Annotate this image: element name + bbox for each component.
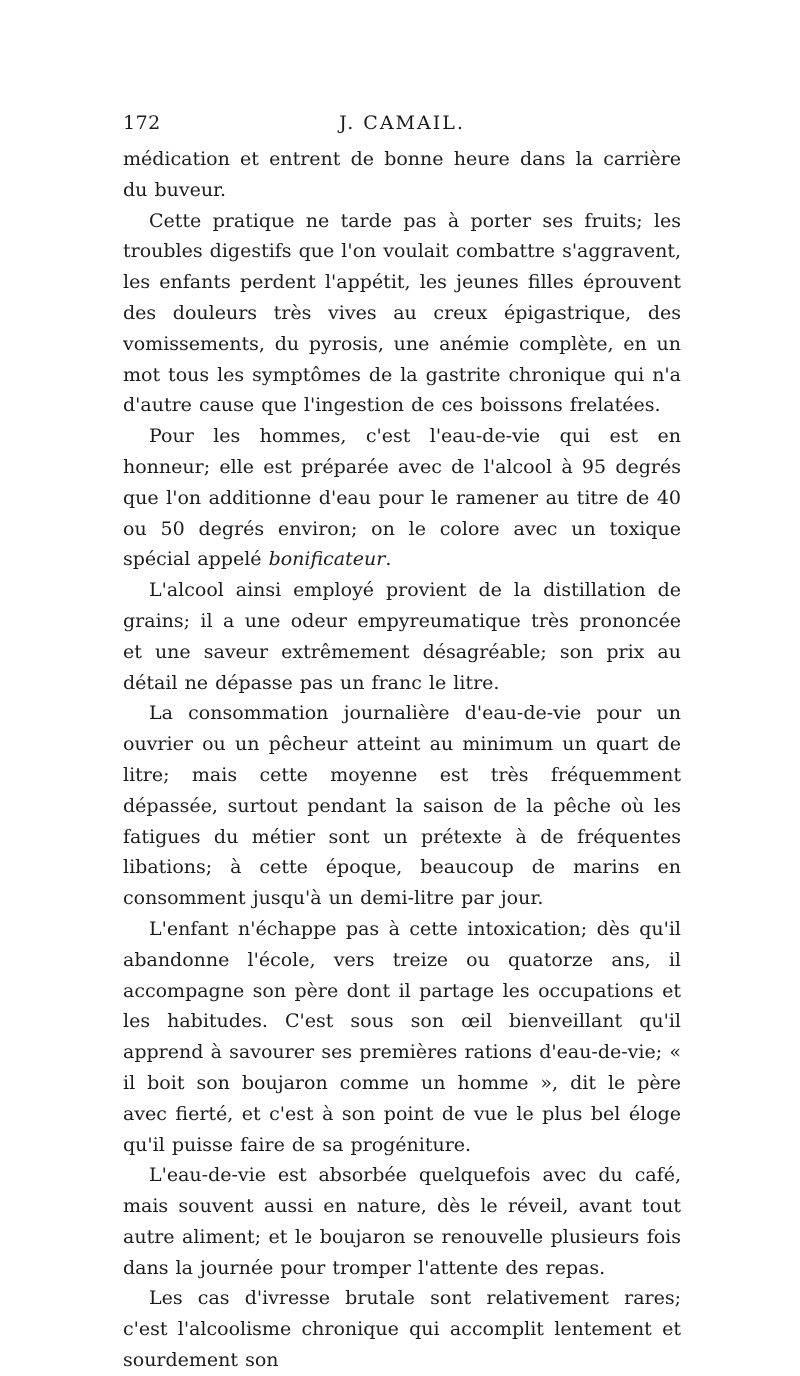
italic-term: bonificateur xyxy=(268,548,386,571)
paragraph: L'eau-de-vie est absorbée quelquefois avec du café, mais souvent aussi en nature, dès le réveil, avant tout autre aliment; et le boujaron se renouvelle plusieurs fois dans la journée pour tromper l'attente des repas. xyxy=(123,1164,681,1279)
paragraph xyxy=(123,421,681,575)
body-text xyxy=(123,144,681,1376)
paragraph-text: . xyxy=(385,548,392,571)
paragraph: Les cas d'ivresse brutale sont relativement rares; c'est l'alcoolisme chronique qui accomplit lentement et sourdement son xyxy=(123,1287,681,1372)
paragraph: L'enfant n'échappe pas à cette intoxication; dès qu'il abandonne l'école, vers treize ou quatorze ans, il accompagne son père dont il partage les occupations et les habitudes. C'est sous son œil bienveillant qu'il apprend à savourer ses premières rations d'eau-de-vie; « il boit son boujaron comme un homme », dit le père avec fierté, et c'est à son point de vue le plus bel éloge qu'il puisse faire de sa progéniture. xyxy=(123,917,681,1156)
paragraph: L'alcool ainsi employé provient de la distillation de grains; il a une odeur empyreumatique très prononcée et une saveur extrêmement désagréable; son prix au détail ne dépasse pas un franc le litre. xyxy=(123,579,681,694)
paragraph: médication et entrent de bonne heure dans la carrière du buveur. xyxy=(123,148,681,201)
paragraph: Cette pratique ne tarde pas à porter ses fruits; les troubles digestifs que l'on voulait combattre s'aggravent, les enfants perdent l'appétit, les jeunes filles éprouvent des douleurs très vives au creux épigastrique, des vomissements, du pyrosis, une anémie complète, en un mot tous les symptômes de la gastrite chronique qui n'a d'autre cause que l'ingestion de ces boissons frelatées. xyxy=(123,209,682,417)
page-number: 172 xyxy=(123,112,161,134)
paragraph-text: Pour les hommes, c'est l'eau-de-vie qui est en honneur; elle est préparée avec de l'alcool à 95 degrés que l'on additionne d'eau pour le ramener au titre de 40 ou 50 degrés environ; on le colore avec un toxique spécial appelé xyxy=(123,425,681,571)
paragraph: La consommation journalière d'eau-de-vie pour un ouvrier ou un pêcheur atteint au minimum un quart de litre; mais cette moyenne est très fréquemment dépassée, surtout pendant la saison de la pêche où les fatigues du métier sont un prétexte à de fréquentes libations; à cette époque, beaucoup de marins en consomment jusqu'à un demi-litre par jour. xyxy=(123,702,681,910)
running-head xyxy=(123,108,681,144)
running-title: J. CAMAIL. xyxy=(339,112,465,134)
book-page xyxy=(123,108,681,1376)
